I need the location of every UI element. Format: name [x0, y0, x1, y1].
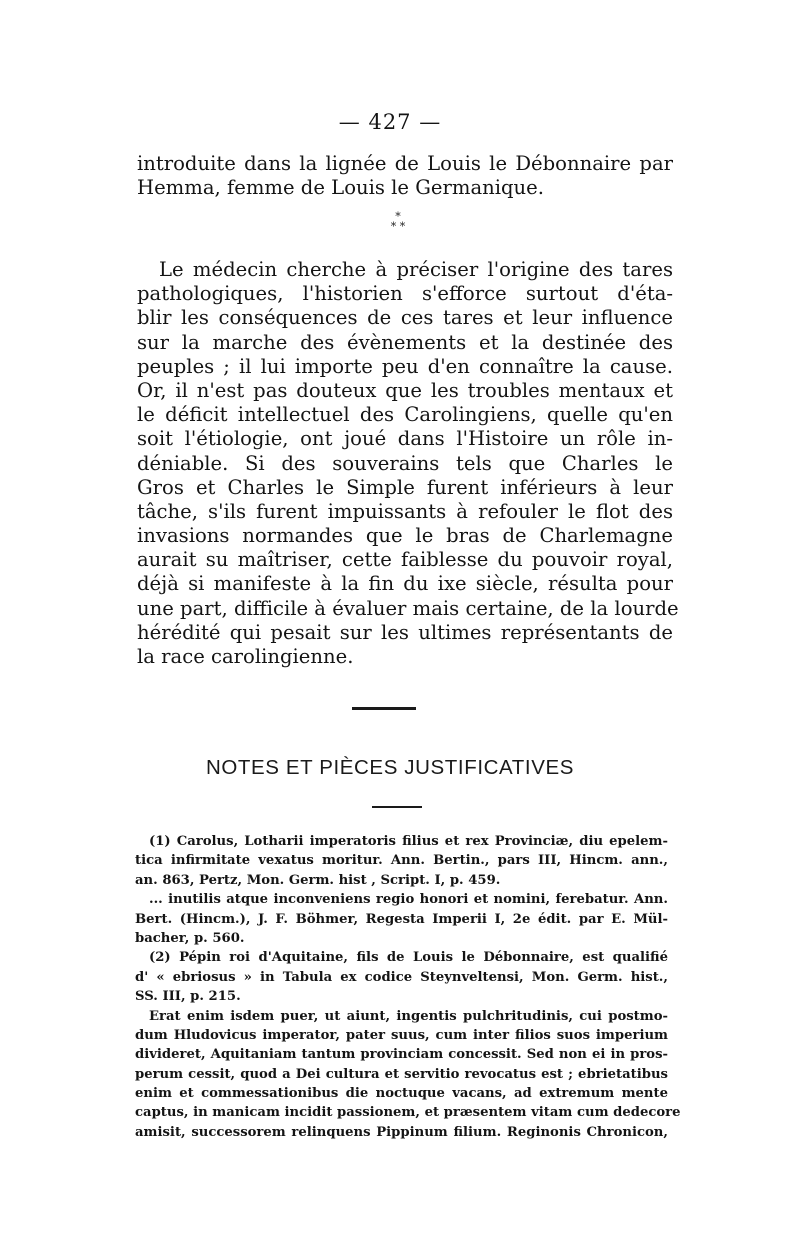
note-line: (1) Carolus, Lotharii imperatoris filius et rex Provinciæ, diu epelem- — [149, 834, 668, 849]
text-line: blir les conséquences de ces tares et leur influence — [137, 306, 673, 330]
title-underline — [372, 806, 422, 808]
note-line: ... inutilis atque inconveniens regio honori et nomini, ferebatur. Ann. — [149, 892, 668, 908]
note-line: d' « ebriosus » in Tabula ex codice Steynveltensi, Mon. Germ. hist., — [135, 969, 668, 985]
note-line: enim et commessationibus die noctuque vacans, ad extremum mente — [135, 1086, 668, 1102]
note-line: an. 863, Pertz, Mon. Germ. hist , Script. I, p. 459. — [135, 872, 501, 888]
main-paragraph — [137, 258, 679, 669]
page-number: — 427 — — [338, 110, 442, 134]
opening-lines — [137, 152, 673, 200]
text-line: Or, il n'est pas douteux que les troubles mentaux et — [137, 378, 673, 402]
text-line: introduite dans la lignée de Louis le Débonnaire par — [137, 152, 673, 175]
notes-block — [135, 832, 681, 1142]
note-line: perum cessit, quod a Dei cultura et servitio revocatus est ; ebrietatibus — [135, 1066, 668, 1082]
text-line: Hemma, femme de Louis le Germanique. — [137, 176, 544, 200]
note-line: bacher, p. 560. — [135, 930, 245, 946]
text-line: déniable. Si des souverains tels que Charles le — [137, 451, 673, 475]
text-line: tâche, s'ils furent impuissants à refouler le flot des — [137, 499, 673, 523]
section-title: NOTES ET PIÈCES JUSTIFICATIVES — [205, 756, 575, 779]
text-line: une part, difficile à évaluer mais certaine, de la lourde — [137, 596, 679, 620]
note-line: (2) Pépin roi d'Aquitaine, fils de Louis le Débonnaire, est qualifié — [149, 950, 668, 966]
note-line: Bert. (Hincm.), J. F. Böhmer, Regesta Imperii I, 2e édit. par E. Mül- — [135, 911, 668, 927]
text-line: le déficit intellectuel des Carolingiens, quelle qu'en — [137, 403, 673, 427]
note-line: Erat enim isdem puer, ut aiunt, ingentis pulchritudinis, cui postmo- — [149, 1008, 668, 1024]
asterism-ornament: * * * — [390, 210, 406, 233]
text-line: déjà si manifeste à la fin du ixe siècle, résulta pour — [137, 572, 673, 596]
text-line: peuples ; il lui importe peu d'en connaître la cause. — [137, 354, 673, 378]
text-line: Le médecin cherche à préciser l'origine des tares — [159, 258, 673, 281]
section-divider — [352, 707, 416, 710]
text-line: Gros et Charles le Simple furent inférieurs à leur — [137, 475, 673, 499]
text-line: pathologiques, l'historien s'efforce surtout d'éta- — [137, 282, 673, 306]
text-line: invasions normandes que le bras de Charlemagne — [137, 524, 673, 548]
text-line: soit l'étiologie, ont joué dans l'Histoire un rôle in- — [137, 427, 673, 451]
note-line: divideret, Aquitaniam tantum provinciam concessit. Sed non ei in pros- — [135, 1047, 668, 1063]
note-line: dum Hludovicus imperator, pater suus, cum inter filios suos imperium — [135, 1027, 668, 1043]
note-line: tica infirmitate vexatus moritur. Ann. Bertin., pars III, Hincm. ann., — [135, 853, 668, 869]
note-line: amisit, successorem relinquens Pippinum filium. Reginonis Chronicon, — [135, 1124, 668, 1140]
text-line: hérédité qui pesait sur les ultimes représentants de — [137, 620, 673, 644]
text-line: la race carolingienne. — [137, 645, 354, 668]
text-line: sur la marche des évènements et la destinée des — [137, 330, 673, 354]
note-line: SS. III, p. 215. — [135, 989, 241, 1005]
note-line: captus, in manicam incidit passionem, et præsentem vitam cum dedecore — [135, 1105, 681, 1121]
text-line: aurait su maîtriser, cette faiblesse du pouvoir royal, — [137, 548, 673, 572]
